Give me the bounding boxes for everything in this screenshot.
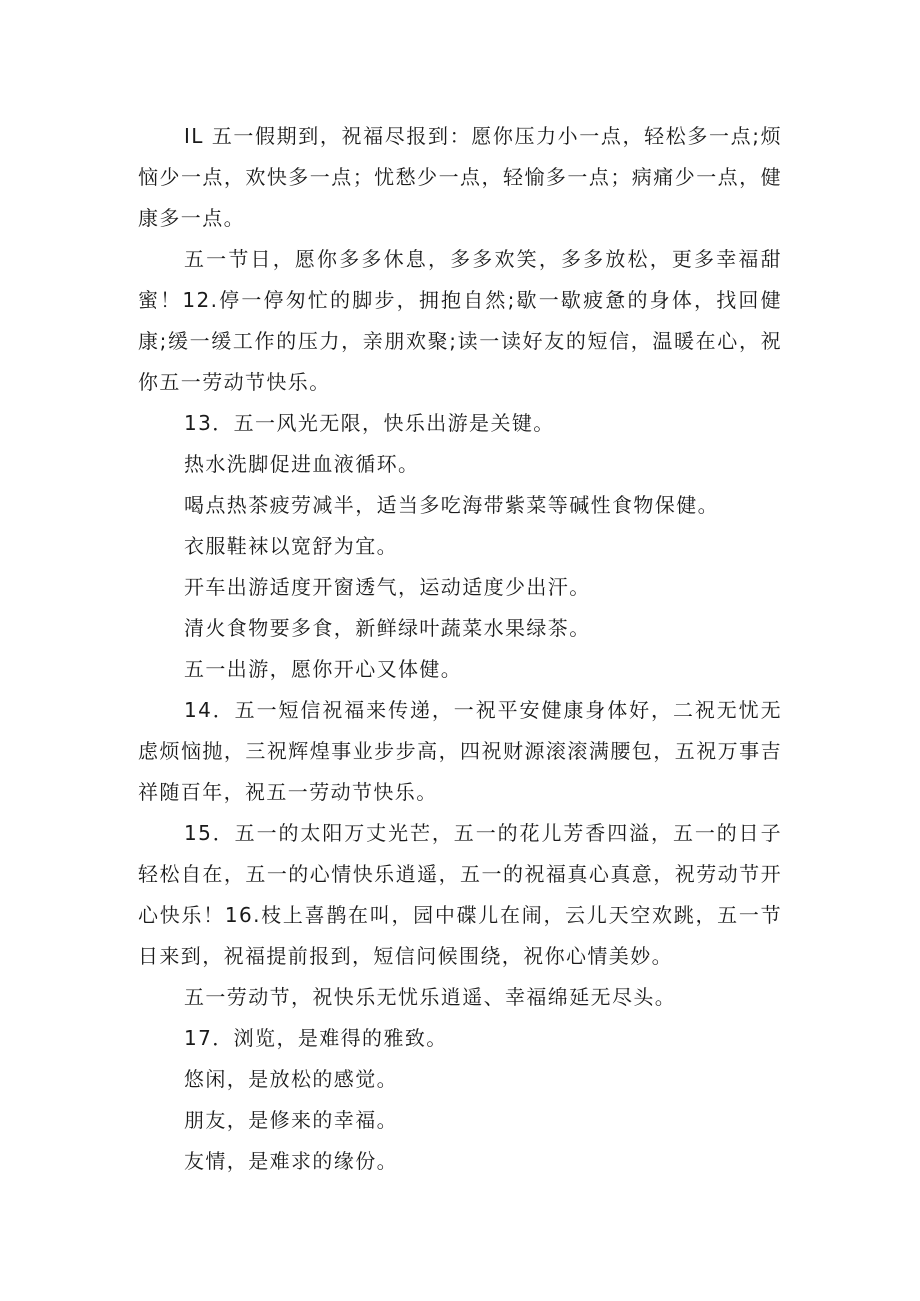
paragraph-17-line-2: 悠闲，是放松的感觉。 (184, 1067, 398, 1091)
document-body (138, 116, 782, 1182)
paragraph-17-line-4: 友情，是难求的缘份。 (184, 1149, 398, 1173)
paragraph-17: 17．浏览，是难得的雅致。 (184, 1026, 448, 1050)
paragraph-13-line-4: 衣服鞋袜以宽舒为宜。 (184, 534, 398, 558)
paragraph-13: 13．五一风光无限，快乐出游是关键。 (184, 411, 555, 435)
paragraph-14: 14．五一短信祝福来传递，一祝平安健康身体好，二祝无忧无虑烦恼抛，三祝辉煌事业步步高，四祝财源滚滚满腰包，五祝万事吉祥随百年，祝五一劳动节快乐。 (138, 698, 782, 804)
paragraph-12: 五一节日，愿你多多休息，多多欢笑，多多放松，更多幸福甜蜜！12.停一停匆忙的脚步，拥抱自然;歇一歇疲惫的身体，找回健康;缓一缓工作的压力，亲朋欢聚;读一读好友的短信，温暖在心，祝你五一劳动节快乐。 (138, 247, 782, 394)
paragraph-13-line-7: 五一出游，愿你开心又体健。 (184, 657, 463, 681)
paragraph-13-line-5: 开车出游适度开窗透气，运动适度少出汗。 (184, 575, 591, 599)
paragraph-16-closing: 五一劳动节，祝快乐无忧乐逍遥、幸福绵延无尽头。 (184, 985, 677, 1009)
paragraph-13-line-3: 喝点热茶疲劳减半，适当多吃海带紫菜等碱性食物保健。 (184, 493, 719, 517)
paragraph-11: IL 五一假期到，祝福尽报到：愿你压力小一点，轻松多一点;烦恼少一点，欢快多一点；忧愁少一点，轻愉多一点；病痛少一点，健康多一点。 (138, 124, 782, 230)
paragraph-13-line-2: 热水洗脚促进血液循环。 (184, 452, 420, 476)
paragraph-15: 15．五一的太阳万丈光芒，五一的花儿芳香四溢，五一的日子轻松自在，五一的心情快乐逍遥，五一的祝福真心真意，祝劳动节开心快乐！16.枝上喜鹊在叫，园中碟儿在闹，云儿天空欢跳，五一节日来到，祝福提前报到，短信问候围绕，祝你心情美妙。 (138, 821, 782, 968)
paragraph-17-line-3: 朋友，是修来的幸福。 (184, 1108, 398, 1132)
paragraph-13-line-6: 清火食物要多食，新鲜绿叶蔬菜水果绿茶。 (184, 616, 591, 640)
